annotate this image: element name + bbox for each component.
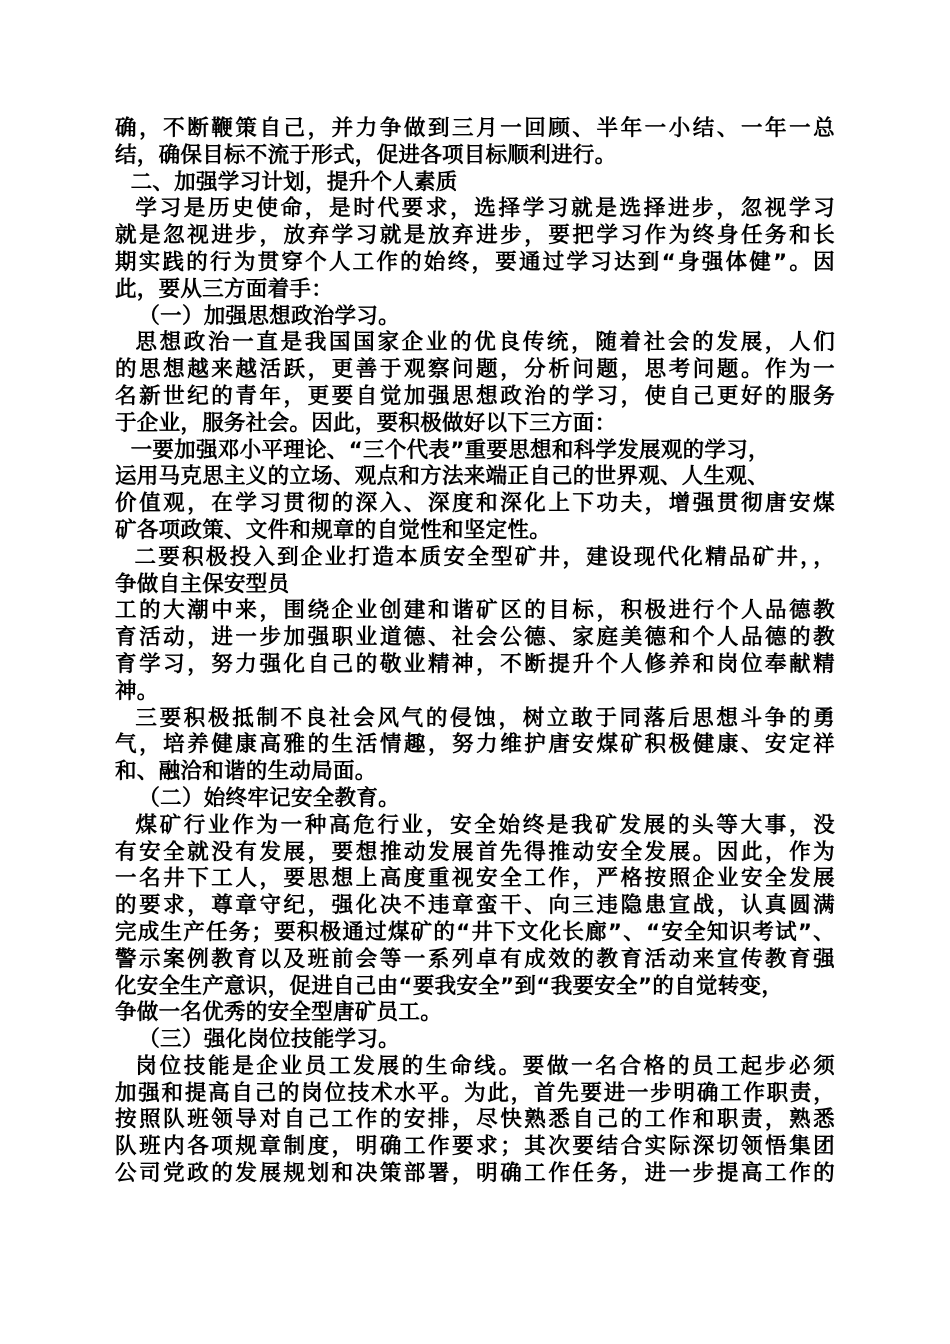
text-line: 名新世纪的青年，更要自觉加强思想政治的学习，使自己更好的服务 — [115, 383, 835, 409]
text-line: 的思想越来越活跃，更善于观察问题，分析问题，思考问题。作为一 — [115, 357, 835, 383]
text-line: 工的大潮中来，围绕企业创建和谐矿区的目标，积极进行个人品德教 — [115, 598, 835, 624]
text-line: 岗位技能是企业员工发展的生命线。要做一名合格的员工起步必须 — [115, 1053, 835, 1079]
text-line: 思想政治一直是我国国家企业的优良传统，随着社会的发展，人们 — [115, 330, 835, 356]
text-line: 气，培养健康高雅的生活情趣，努力维护唐安煤矿积极健康、安定祥 — [115, 732, 835, 758]
text-line: 确，不断鞭策自己，并力争做到三月一回顾、半年一小结、一年一总 — [115, 116, 835, 141]
text-line: 和、融洽和谐的生动局面。 — [115, 759, 377, 785]
text-line: 结，确保目标不流于形式，促进各项目标顺利进行。 — [115, 142, 617, 168]
text-line: 一要加强邓小平理论、“三个代表”重要思想和科学发展观的学习， — [115, 437, 770, 463]
text-line: 二要积极投入到企业打造本质安全型矿井，建设现代化精品矿井，， — [115, 544, 835, 570]
text-line: 的要求，尊章守纪，强化决不违章蛮干、向三违隐患宣战，认真圆满 — [115, 893, 835, 919]
text-line: （二）始终牢记安全教育。 — [115, 785, 400, 811]
text-line: 一名井下工人，要思想上高度重视安全工作，严格按照企业安全发展 — [115, 866, 835, 892]
text-line: 公司党政的发展规划和决策部署，明确工作任务，进一步提高工作的 — [115, 1161, 835, 1187]
text-line: （三）强化岗位技能学习。 — [115, 1027, 400, 1053]
text-line: 育学习，努力强化自己的敬业精神，不断提升个人修养和岗位奉献精 — [115, 651, 835, 677]
text-line: 神。 — [115, 678, 159, 704]
text-line: 运用马克思主义的立场、观点和方法来端正自己的世界观、人生观、 — [115, 464, 770, 490]
text-line: 育活动，进一步加强职业道德、社会公德、家庭美德和个人品德的教 — [115, 625, 835, 651]
text-line: 三要积极抵制不良社会风气的侵蚀，树立敢于同落后思想斗争的勇 — [115, 705, 835, 731]
text-line: 期实践的行为贯穿个人工作的始终，要通过学习达到“身强体健”。因 — [115, 249, 835, 275]
document-body — [115, 116, 835, 1188]
text-line: 煤矿行业作为一种高危行业，安全始终是我矿发展的头等大事，没 — [115, 812, 835, 838]
text-line: （一）加强思想政治学习。 — [115, 303, 400, 329]
text-line: 按照队班领导对自己工作的安排，尽快熟悉自己的工作和职责，熟悉 — [115, 1107, 835, 1133]
text-line: 完成生产任务；要积极通过煤矿的“井下文化长廊”、“安全知识考试”、 — [115, 919, 835, 945]
text-line: 二、加强学习计划，提升个人素质 — [115, 169, 458, 195]
text-line: 有安全就没有发展，要想推动发展首先得推动安全发展。因此，作为 — [115, 839, 835, 865]
text-line: 矿各项政策、文件和规章的自觉性和坚定性。 — [115, 517, 552, 543]
text-line: 加强和提高自己的岗位技术水平。为此，首先要进一步明确工作职责， — [115, 1080, 835, 1106]
text-line: 队班内各项规章制度，明确工作要求；其次要结合实际深切领悟集团 — [115, 1134, 835, 1160]
text-line: 化安全生产意识，促进自己由“要我安全”到“我要安全”的自觉转变， — [115, 973, 784, 999]
text-line: 价值观，在学习贯彻的深入、深度和深化上下功夫，增强贯彻唐安煤 — [115, 491, 835, 517]
text-line: 于企业，服务社会。因此，要积极做好以下三方面： — [115, 410, 617, 436]
text-line: 争做一名优秀的安全型唐矿员工。 — [115, 1000, 443, 1026]
text-line: 就是忽视进步，放弃学习就是放弃进步，要把学习作为终身任务和长 — [115, 223, 835, 249]
text-line: 争做自主保安型员 — [115, 571, 290, 597]
text-line: 警示案例教育以及班前会等一系列卓有成效的教育活动来宣传教育强 — [115, 946, 835, 972]
text-line: 学习是历史使命，是时代要求，选择学习就是选择进步，忽视学习 — [115, 196, 835, 222]
text-line: 此，要从三方面着手： — [115, 276, 334, 302]
